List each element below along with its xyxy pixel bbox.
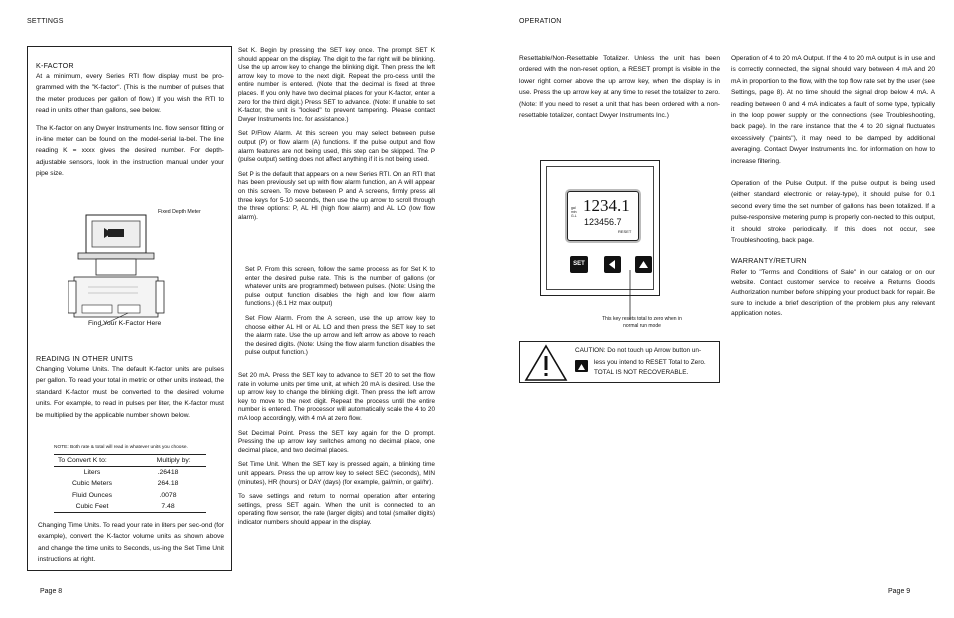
caution-triangle-icon — [524, 344, 568, 382]
op-4-20-paragraph: Operation of 4 to 20 mA Output. If the 4 to 20 mA output is in use and is correctly connected, the signal should vary between 4 mA and 20 mA in proportion to the flow, with the top flow rate set by the user (see Settings, page 8). At no time should the signal drop below 4 mA. A reading between 0 and 4 mA indicates a fault of some type, typically in the loop power supply or the connections (see Troubleshooting, back page). In the rare instance that the 4 to 20 signal fluctuates excessively ("paints"), it may need to be damped by additional averaging. Contact Dwyer Instruments Inc. for information on how to increase filtering. — [731, 55, 935, 165]
kfactor-paragraph-2: The K-factor on any Dwyer Instruments Inc. flow sensor fitting or in-line meter can be found on the model-serial la-bel. The line reading K = xxxx gives the desired number. For depth-adjustable sensors, look in the instruction manual under your pipe size. — [36, 124, 224, 178]
table-cell: .0078 — [159, 491, 177, 499]
left-arrow-button[interactable] — [604, 256, 621, 273]
table-cell: Cubic Meters — [71, 480, 113, 488]
left-page-header: SETTINGS — [27, 18, 64, 25]
table-cell: Cubic Feet — [75, 502, 109, 510]
totalizer-paragraph: Resettable/Non-Resettable Totalizer. Unless the unit has been ordered with the non-reset option, a RESET prompt is visible in the lower right corner above the up arrow key, when the display is in use. Press the up arrow key at any time to reset the totalizer to zero. (Note: If you need to reset a unit that has been ordered with a non-resettable totalizer, contact Dwyer Instruments Inc.) — [519, 55, 720, 120]
lcd-rate: 1234.1 — [583, 196, 630, 215]
lcd-unit-label: min — [571, 210, 577, 214]
fixed-depth-meter-illustration — [68, 207, 213, 337]
table-header-cell: To Convert K to: — [58, 457, 107, 465]
warranty-title: WARRANTY/RETURN — [731, 256, 807, 265]
table-cell: Fluid Ounces — [71, 491, 113, 499]
table-row — [54, 467, 206, 478]
left-arrow-icon — [604, 256, 621, 273]
set-p-flow-alarm-paragraph: Set P/Flow Alarm. At this screen you may select between pulse output (P) or flow alarm (A) functions. If the pulse output and flow alarm features are not being used, this step can be skipped. The P (pulse output) setting does not affect anything if it is not being used. — [238, 130, 435, 164]
lcd-unit-label: G-L — [571, 214, 577, 218]
lcd-units — [571, 206, 577, 218]
left-page-number: Page 8 — [40, 588, 63, 595]
table-cell: 7.48 — [161, 502, 175, 510]
set-p-paragraph: Set P. From this screen, follow the same process as for Set K to enter the desired pulse rate. This is the number of gallons (or whatever units are programmed) between pulses. (Note: Using the pulse output function disables the high and low flow alarm functions.) (6.1 Hz max output) — [245, 266, 435, 308]
reset-key-callout: This key resets total to zero when in normal run mode — [602, 316, 682, 329]
set-button[interactable]: SET — [570, 256, 588, 273]
caution-line-1: CAUTION: Do not touch up Arrow button un- — [575, 347, 702, 354]
table-cell: .26418 — [157, 469, 179, 477]
other-units-paragraph-2: Changing Time Units. To read your rate in liters per sec-ond (for example), convert the K-factor volume units as shown above and change the time units to Seconds, us-ing the Set Time Unit instructions at right. — [38, 522, 224, 564]
set-20ma-paragraph: Set 20 mA. Press the SET key to advance to SET 20 to set the flow rate in volume units per time unit, at which 20 mA is desired. Use the up arrow key to change the blinking digit. Then press the left arrow key to move to the next digit. Repeat the process until the entire number is entered. The processor will automatically scale the 4 to 20 mA loop accordingly, with 4 mA at zero flow. — [238, 372, 435, 422]
caution-up-arrow-badge — [575, 360, 588, 372]
settings-column-lower — [238, 372, 435, 528]
rti-lcd-display — [567, 191, 639, 241]
set-p-default-paragraph: Set P is the default that appears on a new Series RTI. On an RTI that has been previously set up with flow alarm function, an A will appear on this screen. To move between P and A screens, firmly press all three keys for 5-10 seconds, then use the up arrow to scroll through the three options: P, AL HI (high flow alarm) and AL LO (low flow alarm). — [238, 170, 435, 221]
kfactor-text — [36, 71, 224, 186]
kfactor-paragraph-1: At a minimum, every Series RTI flow display must be pro-grammed with the "K-factor". (This is the number of pulses that the meter produces per gallon of flow.) If you wish the RTI to read in units other than gallons, see below. — [36, 73, 224, 115]
set-flow-alarm-paragraph: Set Flow Alarm. From the A screen, use the up arrow key to choose either AL HI or AL LO and then press the SET key to set the alarm rate. Use the up arrow and left arrow as above to reach the desired digits. (Note: Using the flow alarm function disables the pulse output function.) — [245, 314, 435, 357]
kfactor-frame — [27, 46, 232, 571]
other-units-paragraph-1: Changing Volume Units. The default K-factor units are pulses per gallon. To read your total in metric or other units instead, the standard K-factor must be converted to the desired volume units. For example, to read in pulses per liter, the K-factor must be multiplied by the applicable number shown below. — [36, 366, 224, 419]
lcd-unit-label: gal — [571, 206, 576, 210]
caution-line-3: TOTAL IS NOT RECOVERABLE. — [594, 369, 689, 376]
caution-box — [519, 341, 720, 383]
conversion-table — [54, 454, 206, 513]
table-row — [54, 490, 206, 501]
other-units-title: READING IN OTHER UNITS — [36, 354, 134, 363]
table-row — [54, 501, 206, 512]
kfactor-figure-caption: Find Your K-Factor Here — [88, 320, 162, 327]
table-row — [54, 478, 206, 489]
lcd-reset-prompt: RESET — [618, 229, 632, 234]
rti-device — [540, 160, 660, 296]
table-cell: Liters — [83, 469, 101, 477]
table-cell: 264.18 — [157, 480, 179, 488]
caution-line-2: less you intend to RESET Total to Zero. — [594, 359, 706, 366]
set-p-block — [245, 266, 435, 358]
units-note: NOTE: Both rate & total will read in whatever units you choose. — [54, 445, 188, 450]
up-arrow-icon — [575, 361, 588, 373]
right-page-header: OPERATION — [519, 18, 562, 25]
table-header-cell: Multiply by: — [156, 457, 191, 465]
fixed-depth-meter-label: Fixed Depth Meter — [158, 209, 201, 215]
set-decimal-paragraph: Set Decimal Point. Press the SET key again for the D prompt. Pressing the up arrow key switches among no decimal place, one decimal place, and two decimal places. — [238, 429, 435, 454]
settings-column — [238, 47, 435, 222]
up-arrow-reset-button[interactable] — [635, 256, 652, 273]
right-page-number: Page 9 — [888, 588, 911, 595]
pulse-output-paragraph: Operation of the Pulse Output. If the pulse output is being used (either standard electronic or relay-type), it should pulse for 0.1 second every time the set number of gallons has been totalized. If a pulse-responsive metering pump is properly con-nected to this output, it should stroke periodically. If this does not occur, see Troubleshooting, back page. — [731, 180, 935, 245]
kfactor-title: K-FACTOR — [36, 61, 74, 70]
set-k-paragraph: Set K. Begin by pressing the SET key once. The prompt SET K should appear on the display. The digit to the far right will be blinking. Use the up arrow key to change the blinking digit. Then press the left arrow key to move to the next digit. Repeat the pro-cess until the entire number is entered. (Note that the decimal is fixed at three places. If you only have two decimal places for your K-factor, enter a zero for the third digit.) Press SET to advance. (Note: If unable to set K-factor, the unit is "locked" to prevent tampering. Please contact Dwyer Instruments Inc. for assistance.) — [238, 47, 435, 123]
callout-leader-line — [625, 270, 635, 320]
warranty-text: Refer to "Terms and Conditions of Sale" in our catalog or on our website. Contact customer service to receive a Returns Goods Authorization number before shipping your product back for repair. Be sure to include a brief description of the problem plus any relevant application notes. — [731, 269, 935, 317]
save-settings-paragraph: To save settings and return to normal operation after entering settings, press SET again. When the unit is connected to an operating flow sensor, the rate (larger digits) and total (smaller digits) indicator numbers should appear in the display. — [238, 493, 435, 526]
conversion-table-header — [54, 455, 206, 466]
set-time-unit-paragraph: Set Time Unit. When the SET key is pressed again, a blinking time unit appears. Press the up arrow key to select SEC (seconds), MIN (minutes), HR (hours) or DAY (days) (for example, gal/min, or gal/hr). — [238, 461, 435, 486]
up-arrow-icon — [635, 256, 652, 273]
lcd-total: 123456.7 — [584, 217, 622, 227]
